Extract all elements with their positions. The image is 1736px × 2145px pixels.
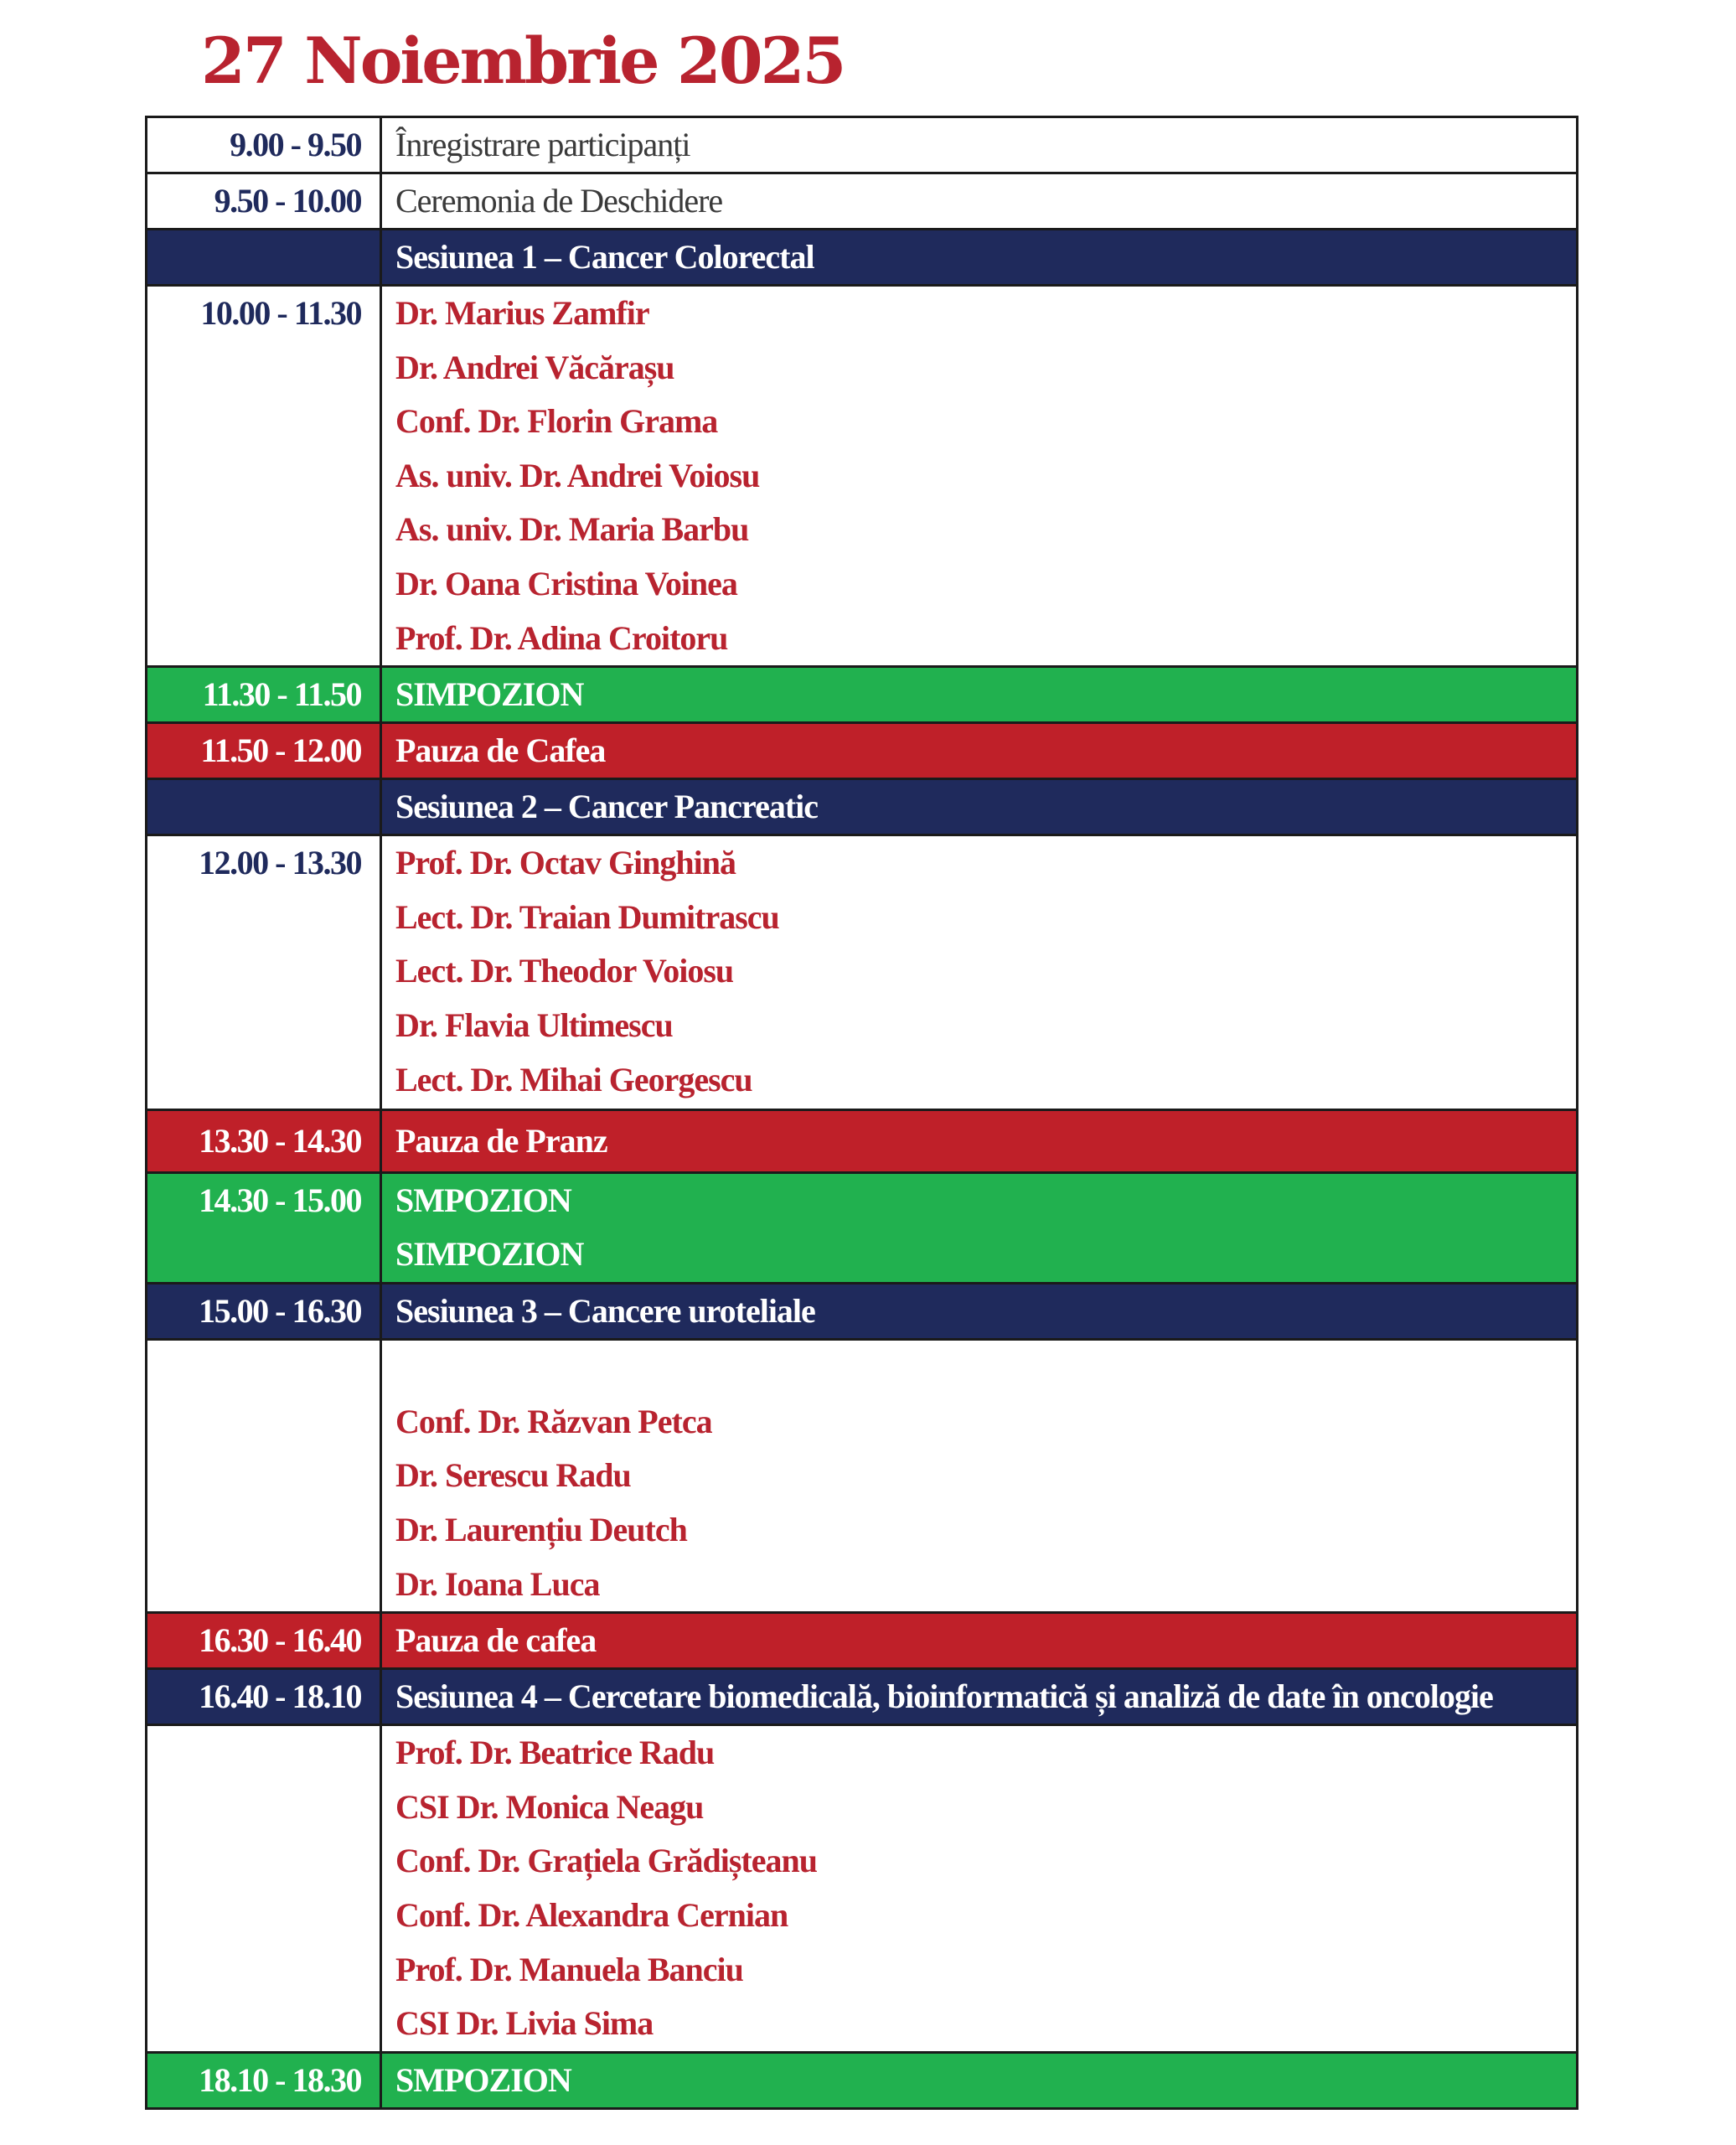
symposium-line: SMPOZION [395, 1181, 571, 1220]
row-time [147, 230, 381, 286]
schedule-table [145, 116, 1578, 2110]
symposium-row [147, 2052, 1578, 2108]
row-time: 18.10 - 18.30 [147, 2052, 381, 2108]
row-time: 9.00 - 9.50 [147, 117, 381, 173]
session-header-row [147, 779, 1578, 835]
row-description: Pauza de Cafea [381, 723, 1578, 779]
row-time: 11.30 - 11.50 [147, 667, 381, 723]
break-row [147, 723, 1578, 779]
schedule-row [147, 117, 1578, 173]
speaker-list [381, 286, 1578, 667]
row-time [147, 779, 381, 835]
row-time [147, 1725, 381, 2053]
speaker-name: Conf. Dr. Florin Grama [395, 402, 718, 441]
session-header-row [147, 230, 1578, 286]
speakers-row [147, 1725, 1578, 2053]
row-description: Pauza de cafea [381, 1613, 1578, 1669]
row-time: 12.00 - 13.30 [147, 835, 381, 1110]
row-time: 14.30 - 15.00 [147, 1173, 381, 1284]
symposium-row [147, 1173, 1578, 1284]
page-title: 27 Noiembrie 2025 [201, 23, 845, 98]
symposium-row [147, 667, 1578, 723]
speaker-name: Conf. Dr. Alexandra Cernian [395, 1895, 788, 1934]
speaker-name [395, 1341, 1576, 1395]
session-header-row [147, 1284, 1578, 1340]
speaker-name: Lect. Dr. Traian Dumitrascu [395, 897, 779, 936]
speaker-list [381, 1725, 1578, 2053]
session-header-row [147, 1669, 1578, 1725]
session-title: Sesiunea 3 – Cancere uroteliale [381, 1284, 1578, 1340]
row-time: 11.50 - 12.00 [147, 723, 381, 779]
row-description [381, 1173, 1578, 1284]
speaker-name: Conf. Dr. Răzvan Petca [395, 1402, 712, 1440]
speaker-name: Dr. Oana Cristina Voinea [395, 564, 737, 602]
session-title: Sesiunea 2 – Cancer Pancreatic [381, 779, 1578, 835]
row-time: 15.00 - 16.30 [147, 1284, 381, 1340]
speaker-name: Dr. Serescu Radu [395, 1456, 631, 1495]
break-row [147, 1110, 1578, 1173]
speaker-list [381, 835, 1578, 1110]
speaker-name: Dr. Ioana Luca [395, 1564, 600, 1603]
speaker-name: CSI Dr. Livia Sima [395, 2004, 654, 2043]
session-title: Sesiunea 4 – Cercetare biomedicală, bioinformatică și analiză de date în oncologie [381, 1669, 1578, 1725]
row-description: Pauza de Pranz [381, 1110, 1578, 1173]
row-description: Ceremonia de Deschidere [381, 173, 1578, 230]
row-time: 16.30 - 16.40 [147, 1613, 381, 1669]
row-time: 10.00 - 11.30 [147, 286, 381, 667]
speaker-name: Lect. Dr. Theodor Voiosu [395, 952, 734, 990]
speaker-list [381, 1340, 1578, 1613]
speaker-name: Prof. Dr. Octav Ginghină [395, 844, 736, 882]
row-time: 16.40 - 18.10 [147, 1669, 381, 1725]
row-time: 9.50 - 10.00 [147, 173, 381, 230]
speaker-name: Dr. Marius Zamfir [395, 294, 649, 332]
row-time [147, 1340, 381, 1613]
schedule-row [147, 173, 1578, 230]
speaker-name: As. univ. Dr. Andrei Voiosu [395, 456, 760, 494]
speaker-name: Prof. Dr. Beatrice Radu [395, 1734, 715, 1772]
row-description: Înregistrare participanți [381, 117, 1578, 173]
speaker-name: Prof. Dr. Manuela Banciu [395, 1950, 743, 1988]
row-time: 13.30 - 14.30 [147, 1110, 381, 1173]
speaker-name: Prof. Dr. Adina Croitoru [395, 618, 728, 657]
row-description: SIMPOZION [381, 667, 1578, 723]
speaker-name: Dr. Laurențiu Deutch [395, 1510, 687, 1548]
break-row [147, 1613, 1578, 1669]
speaker-name: As. univ. Dr. Maria Barbu [395, 510, 749, 549]
session-title: Sesiunea 1 – Cancer Colorectal [381, 230, 1578, 286]
row-description: SMPOZION [381, 2052, 1578, 2108]
speaker-name: Lect. Dr. Mihai Georgescu [395, 1060, 752, 1098]
speaker-name: Conf. Dr. Grațiela Grădișteanu [395, 1842, 817, 1880]
speaker-name: Dr. Flavia Ultimescu [395, 1005, 673, 1044]
speaker-name: CSI Dr. Monica Neagu [395, 1787, 704, 1826]
speakers-row [147, 286, 1578, 667]
symposium-line: SIMPOZION [395, 1235, 584, 1274]
speakers-row [147, 835, 1578, 1110]
speaker-name: Dr. Andrei Văcărașu [395, 348, 674, 386]
speakers-row [147, 1340, 1578, 1613]
